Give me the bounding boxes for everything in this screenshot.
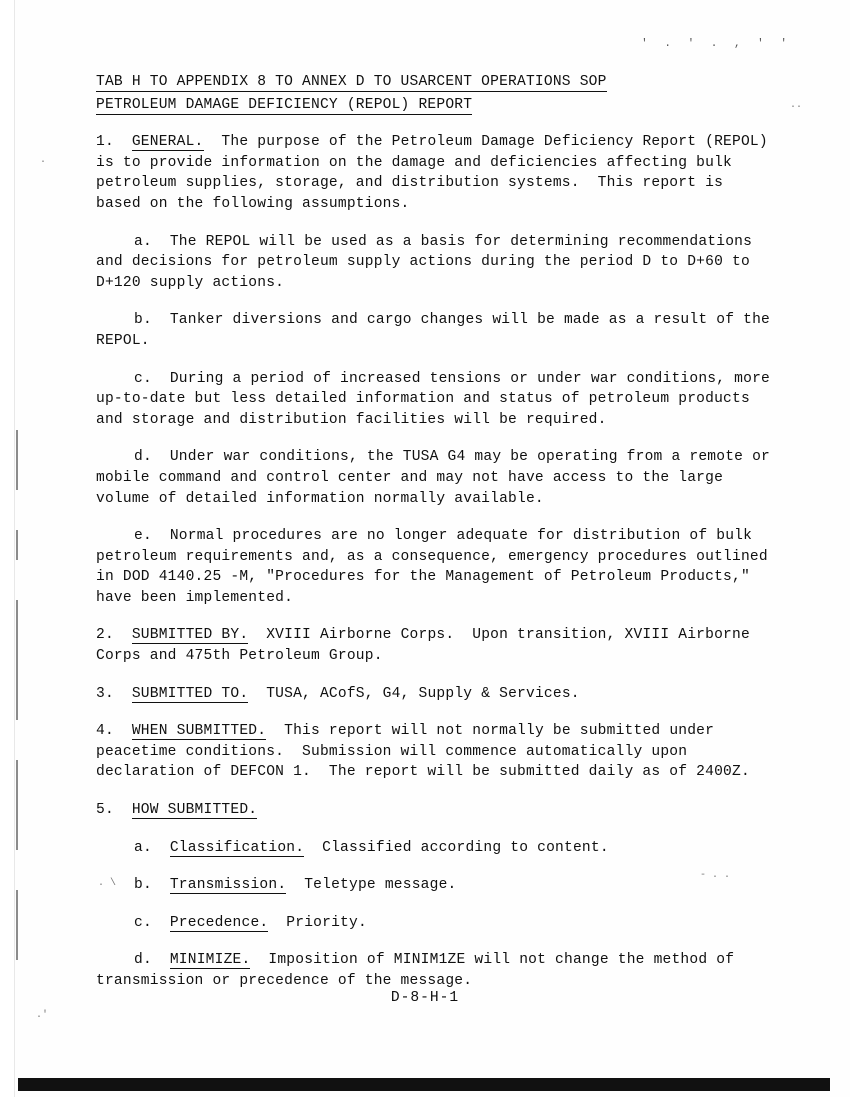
paragraph-number: 3. (96, 685, 114, 702)
paragraph-number: c. (134, 914, 152, 931)
paragraph-1b (96, 310, 779, 351)
paragraph-heading: WHEN SUBMITTED. (131, 723, 267, 740)
scan-speck: .' (36, 1010, 49, 1021)
paragraph-5b (96, 875, 776, 896)
paragraph-text: TUSA, ACofS, G4, Supply & Services. (248, 685, 580, 702)
paragraph-1d (96, 447, 779, 509)
paragraph-5 (96, 800, 776, 821)
paragraph-number: 1. (96, 134, 114, 151)
paragraph-number: d. (134, 449, 152, 466)
scan-speck: . (40, 155, 47, 166)
paragraph-1e (96, 526, 776, 608)
paragraph-5a (96, 838, 776, 859)
paragraph-text: Under war conditions, the TUSA G4 may be operating from a remote or mobile command and control center and may not have access to the large volume of detailed information normally available. (96, 449, 779, 507)
paragraph-number: a. (134, 233, 152, 250)
paragraph-text: Imposition of MINIM1ZE will not change the method of transmission or precedence of the message. (96, 952, 744, 989)
corner-speck-marks: ' . ' . , ' ' (641, 38, 792, 50)
header-line-2: PETROLEUM DAMAGE DEFICIENCY (REPOL) REPORT (96, 96, 473, 113)
paragraph-number: b. (134, 312, 152, 329)
document-body (96, 72, 779, 992)
paragraph-3 (96, 684, 776, 705)
scan-speck: .. (790, 100, 803, 111)
paragraph-1 (96, 132, 776, 214)
paragraph-5c (96, 913, 776, 934)
paragraph-5d (96, 950, 776, 991)
paragraph-text: The purpose of the Petroleum Damage Deficiency Report (REPOL) is to provide information on the damage and deficiencies affecting bulk petroleum supplies, storage, and distribution systems. This report is based on the following assumptions. (96, 134, 777, 212)
paragraph-text: Classified according to content. (304, 839, 609, 856)
paragraph-heading: SUBMITTED TO. (131, 685, 249, 702)
paragraph-text: This report will not normally be submitted under peacetime conditions. Submission will commence automatically upon declaration of DEFCON 1. The report will be submitted daily as of 2400Z. (96, 723, 750, 781)
paragraph-number: d. (134, 952, 152, 969)
scan-speck: - . . (700, 870, 731, 881)
paragraph-heading: MINIMIZE. (169, 952, 251, 969)
paragraph-heading: SUBMITTED BY. (131, 627, 249, 644)
page-left-edge (0, 0, 15, 1097)
paragraph-heading: Transmission. (169, 877, 287, 894)
paragraph-text: Teletype message. (286, 877, 457, 894)
paragraph-text: Priority. (268, 914, 367, 931)
paragraph-1a (96, 232, 776, 294)
paragraph-4 (96, 721, 776, 783)
paragraph-1c (96, 369, 779, 431)
paragraph-number: a. (134, 839, 152, 856)
paragraph-text: Normal procedures are no longer adequate for distribution of bulk petroleum requirements and, as a consequence, emergency procedures outlined in DOD 4140.25 -M, "Procedures for the Management of Petroleum Products," have been implemented. (96, 528, 777, 606)
paragraph-number: 2. (96, 627, 114, 644)
scan-speck: . \ (98, 878, 117, 889)
scanner-bottom-bar (18, 1078, 830, 1091)
page-number-footer: D-8-H-1 (390, 990, 460, 1006)
paragraph-number: b. (134, 877, 152, 894)
paragraph-heading: Classification. (169, 839, 305, 856)
paragraph-text: XVIII Airborne Corps. Upon transition, XVIII Airborne Corps and 475th Petroleum Group. (96, 627, 759, 665)
paragraph-heading: HOW SUBMITTED. (131, 802, 258, 819)
paragraph-heading: GENERAL. (131, 134, 204, 151)
paragraph-text: Tanker diversions and cargo changes will be made as a result of the REPOL. (96, 312, 779, 349)
document-header (96, 72, 776, 93)
header-line-1: TAB H TO APPENDIX 8 TO ANNEX D TO USARCENT OPERATIONS SOP (96, 74, 607, 90)
paragraph-number: c. (134, 370, 152, 387)
paragraph-number: e. (134, 528, 152, 545)
paragraph-text: During a period of increased tensions or under war conditions, more up-to-date but less detailed information and status of petroleum products and storage and distribution facilities will be required. (96, 370, 779, 428)
scan-artifact-marks (16, 430, 20, 950)
paragraph-heading: Precedence. (169, 914, 269, 931)
document-subheader (96, 95, 776, 116)
paragraph-number: 4. (96, 723, 114, 740)
paragraph-number: 5. (96, 802, 114, 819)
paragraph-2 (96, 625, 776, 666)
paragraph-text: The REPOL will be used as a basis for determining recommendations and decisions for petroleum supply actions during the period D to D+60 to D+120 supply actions. (96, 233, 762, 291)
